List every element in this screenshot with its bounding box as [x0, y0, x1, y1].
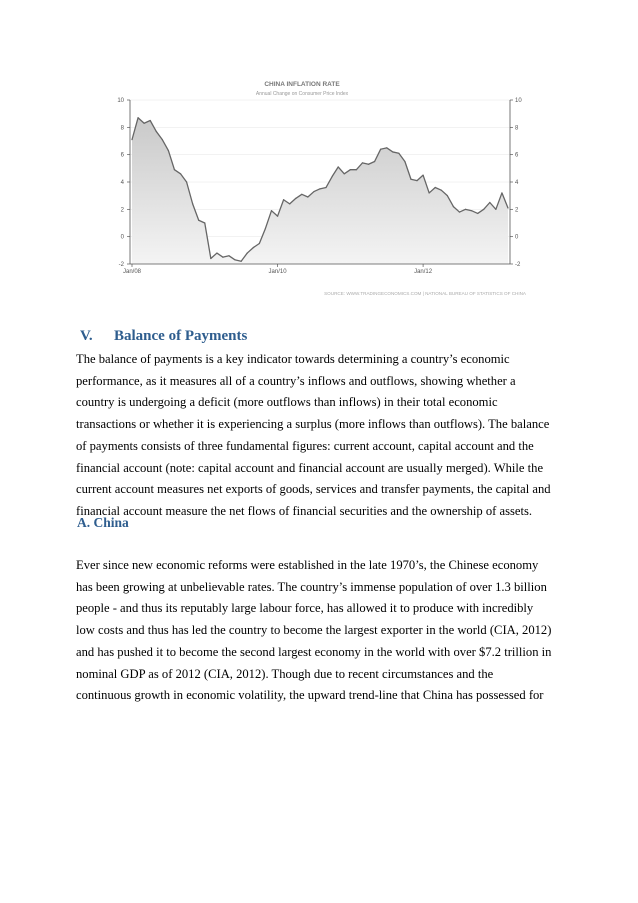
data-point: [386, 147, 387, 148]
data-point: [410, 179, 411, 180]
data-point: [277, 216, 278, 217]
y-tick-label-right: 2: [515, 207, 519, 214]
data-point: [447, 195, 448, 196]
data-point: [495, 209, 496, 210]
paragraph-line: people - and thus its reputably large labour force, has allowed it to produce with incredibly: [76, 601, 534, 616]
paragraph-line: transactions or whether it is experiencing a surplus (more inflows than outflows). The balance: [76, 417, 550, 432]
data-point: [265, 228, 266, 229]
y-tick-label-left: -2: [118, 262, 124, 268]
data-point: [235, 259, 236, 260]
data-point: [137, 117, 138, 118]
data-point: [398, 153, 399, 154]
data-point: [259, 243, 260, 244]
data-point: [416, 180, 417, 181]
data-point: [150, 120, 151, 121]
inflation-chart: [108, 78, 540, 300]
data-point: [368, 164, 369, 165]
data-point: [319, 188, 320, 189]
data-point: [186, 181, 187, 182]
data-point: [459, 211, 460, 212]
data-point: [131, 139, 132, 140]
data-point: [423, 175, 424, 176]
data-point: [144, 123, 145, 124]
data-point: [392, 151, 393, 152]
inflation-chart-svg: [108, 78, 540, 300]
section-title: Balance of Payments: [114, 328, 248, 344]
paragraph-line: continuous growth in economic volatility, the upward trend-line that China has possessed for: [76, 688, 544, 703]
data-point: [477, 213, 478, 214]
paragraph-line: low costs and thus has led the country to become the largest exporter in the world (CIA, 2012): [76, 623, 552, 638]
data-point: [441, 190, 442, 191]
data-point: [283, 199, 284, 200]
data-point: [356, 169, 357, 170]
data-point: [168, 150, 169, 151]
data-point: [453, 206, 454, 207]
data-point: [350, 169, 351, 170]
data-point: [332, 176, 333, 177]
data-point: [313, 191, 314, 192]
paragraph-line: financial account (note: capital account and financial account are usually merged). While the: [76, 460, 544, 475]
data-point: [228, 255, 229, 256]
data-point: [216, 252, 217, 253]
data-point: [404, 161, 405, 162]
data-point: [295, 198, 296, 199]
y-tick-label-right: 4: [515, 180, 519, 186]
data-point: [489, 202, 490, 203]
data-point: [174, 169, 175, 170]
data-point: [192, 203, 193, 204]
paragraph-line: nominal GDP as of 2012 (CIA, 2012). Though due to recent circumstances and the: [76, 666, 494, 681]
y-tick-label-left: 4: [120, 180, 124, 186]
data-point: [429, 192, 430, 193]
data-point: [180, 173, 181, 174]
data-point: [222, 257, 223, 258]
data-point: [507, 207, 508, 208]
data-point: [210, 258, 211, 259]
data-point: [435, 187, 436, 188]
data-point: [344, 173, 345, 174]
chart-source: SOURCE: WWW.TRADINGECONOMICS.COM | NATIONAL BUREAU OF STATISTICS OF CHINA: [324, 291, 526, 296]
data-point: [198, 220, 199, 221]
china-paragraph: [76, 555, 566, 707]
y-tick-label-left: 2: [120, 207, 124, 214]
paragraph-line: of payments consists of three fundamental figures: current account, capital account and the: [76, 438, 534, 453]
y-tick-label-right: 8: [515, 125, 519, 132]
data-point: [501, 192, 502, 193]
x-tick-label: Jan/12: [414, 269, 433, 275]
data-point: [338, 166, 339, 167]
section-number: V.: [80, 328, 93, 344]
y-tick-label-left: 10: [117, 98, 124, 104]
data-point: [483, 209, 484, 210]
data-point: [471, 210, 472, 211]
data-point: [289, 203, 290, 204]
data-point: [362, 162, 363, 163]
paragraph-line: The balance of payments is a key indicator towards determining a country’s economic: [76, 352, 510, 366]
y-tick-label-right: 0: [515, 234, 519, 241]
data-point: [325, 187, 326, 188]
data-point: [301, 194, 302, 195]
paragraph-line: financial account measure the net flows of financial securities and the ownership of assets.: [76, 503, 533, 518]
chart-title: CHINA INFLATION RATE: [264, 81, 340, 88]
paragraph-line: country is undergoing a deficit (more outflows than inflows) in their total economic: [76, 395, 498, 410]
y-tick-label-left: 0: [120, 234, 124, 241]
section-heading: [80, 328, 247, 345]
data-point: [241, 261, 242, 262]
data-point: [307, 196, 308, 197]
data-point: [465, 209, 466, 210]
paragraph-line: and has pushed it to become the second largest economy in the world with over $7.2 trillion in: [76, 644, 552, 659]
y-tick-label-right: 10: [515, 98, 522, 104]
data-point: [247, 252, 248, 253]
data-point: [204, 222, 205, 223]
y-tick-label-left: 6: [120, 152, 124, 159]
y-tick-label-right: -2: [515, 262, 521, 268]
x-tick-label: Jan/08: [122, 269, 142, 275]
data-point: [156, 131, 157, 132]
y-tick-label-left: 8: [120, 125, 124, 132]
data-point: [253, 247, 254, 248]
paragraph-line: current account measures net exports of goods, services and transfer payments, the capital and: [76, 482, 551, 497]
data-point: [271, 210, 272, 211]
paragraph-line: has been growing at unbelievable rates. The country’s immense population of over 1.3 billion: [76, 579, 547, 594]
y-tick-label-right: 6: [515, 152, 519, 159]
x-tick-label: Jan/10: [268, 269, 287, 275]
data-point: [162, 139, 163, 140]
paragraph-line: Ever since new economic reforms were established in the late 1970’s, the Chinese economy: [76, 558, 539, 572]
data-point: [380, 149, 381, 150]
chart-subtitle: Annual Change on Consumer Price Index: [255, 91, 349, 97]
balance-of-payments-paragraph: [76, 349, 566, 523]
subsection-heading: A. China: [77, 515, 129, 530]
data-point: [374, 161, 375, 162]
paragraph-line: performance, as it measures all of a country’s inflows and outflows, showing whether a: [76, 373, 516, 388]
